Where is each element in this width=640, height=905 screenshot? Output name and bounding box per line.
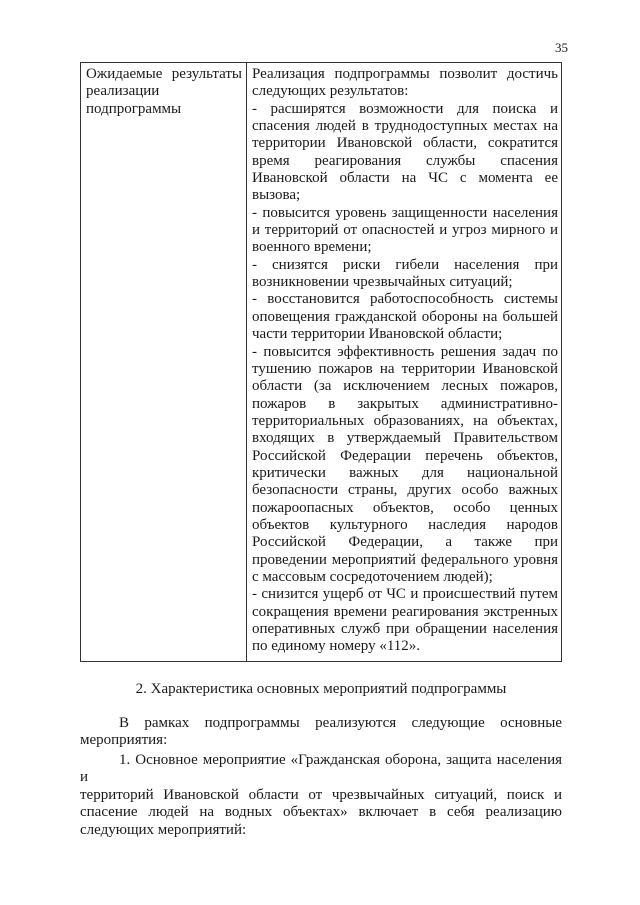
content-line: области (за исключением лесных пожаров, [252, 378, 558, 395]
content-line: территориальных образованиях, на объектах, [252, 412, 558, 429]
expected-results-table [80, 62, 562, 662]
content-line: - восстановится работоспособность системы [252, 291, 558, 308]
paragraph-line: В рамках подпрограммы реализуются следующие основные [119, 715, 562, 731]
content-line: время реагирования службы спасения [252, 152, 558, 169]
content-line: - снизятся риски гибели населения при [252, 256, 558, 273]
content-line: Российской Федерации перечень объектов, [252, 447, 558, 464]
content-line: спасения людей в труднодоступных местах на [252, 118, 558, 135]
paragraph-line: территорий Ивановской области от чрезвычайных ситуаций, поиск и [80, 786, 562, 803]
label-line: подпрограммы [86, 100, 182, 117]
paragraph-line: спасение людей на водных объектах» включает в себя реализацию [80, 804, 562, 821]
content-line: критически важных для национальной [252, 464, 558, 481]
table-content-cell [247, 63, 561, 661]
content-line: тушению пожаров на территории Ивановской [252, 360, 558, 377]
content-line: - расширятся возможности для поиска и [252, 100, 558, 117]
content-line: - повысится эффективность решения задач по [252, 343, 558, 360]
label-line: реализации [86, 83, 160, 100]
content-line: объектов культурного наследия народов [252, 516, 558, 533]
content-line: возникновении чрезвычайных ситуаций; [252, 274, 513, 291]
content-line: проведении мероприятий федерального уровня [252, 551, 558, 568]
content-line: с массовым сосредоточением людей); [252, 568, 493, 585]
content-line: безопасности страны, других особо важных [252, 482, 558, 499]
page-number: 35 [555, 40, 568, 55]
content-line: входящих в утверждаемый Правительством [252, 430, 558, 447]
content-line: следующих результатов: [252, 83, 409, 100]
content-line: оповещения гражданской обороны на большей [252, 308, 558, 325]
content-line: сокращения времени реагирования экстренных [252, 603, 558, 620]
paragraph-line: 1. Основное мероприятие «Гражданская оборона, защита населения и [80, 752, 562, 786]
paragraph-intro [80, 715, 562, 750]
content-line: Российской Федерации, а также при [252, 534, 558, 551]
content-line: Ивановской области на ЧС с момента ее [252, 170, 558, 187]
content-line: оперативных служб при обращении населения [252, 621, 558, 637]
content-line: пожаров в закрытых административно- [252, 395, 558, 412]
content-line: - повысится уровень защищенности населения [252, 204, 558, 221]
paragraph-line: мероприятия: [80, 732, 168, 749]
table-label-cell [81, 63, 247, 661]
section-heading: 2. Характеристика основных мероприятий подпрограммы [135, 681, 507, 697]
content-line: части территории Ивановской области; [252, 326, 503, 343]
content-line: вызова; [252, 187, 301, 204]
content-line: пожароопасных объектов, особо ценных [252, 499, 558, 516]
label-line: Ожидаемые результаты [86, 66, 242, 82]
content-line: и территорий от опасностей и угроз мирного и [252, 222, 558, 239]
content-line: - снизится ущерб от ЧС и происшествий путем [252, 586, 558, 603]
content-line: военного времени; [252, 239, 372, 256]
content-line: территории Ивановской области, сократится [252, 135, 558, 152]
content-line: по единому номеру «112». [252, 638, 421, 655]
paragraph-main-activity [80, 752, 562, 839]
content-line: Реализация подпрограммы позволит достичь [252, 66, 558, 82]
paragraph-line: следующих мероприятий: [80, 821, 247, 838]
